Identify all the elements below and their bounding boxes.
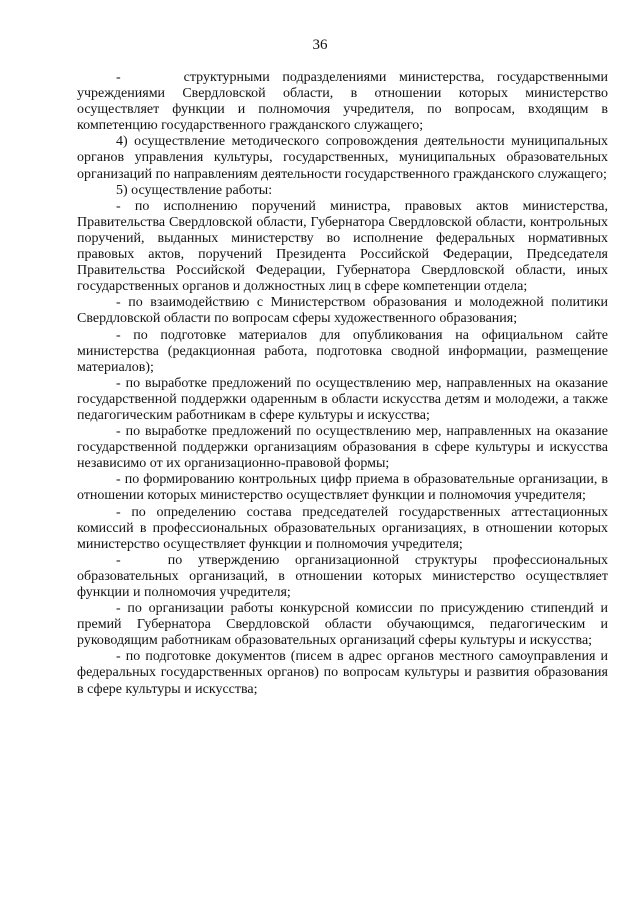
paragraph-admission-targets: - по формированию контрольных цифр приема в образовательные организации, в отношении которых министерство осуществляет функции и полномочия учредителя; xyxy=(77,472,608,504)
paragraph-subordinate-units: - структурными подразделениями министерства, государственными учреждениями Свердловской области, в отношении которых министерство осуществляет функции и полномочия учредителя, по вопросам, входящим в компетенцию государственного гражданского служащего; xyxy=(77,70,608,134)
paragraph-item-4-methodical-support: 4) осуществление методического сопровождения деятельности муниципальных органов управления культуры, государственных, муниципальных образовательных организаций по направлениям деятельности государственного гражданского служащего; xyxy=(77,134,608,182)
document-body xyxy=(77,70,608,698)
paragraph-document-preparation: - по подготовке документов (писем в адрес органов местного самоуправления и федеральных государственных органов) по вопросам культуры и развития образования в сфере культуры и искусства; xyxy=(77,649,608,697)
paragraph-support-education-organizations: - по выработке предложений по осуществлению мер, направленных на оказание государственной поддержки организациям образования в сфере культуры и искусства независимо от их организационно-правовой формы; xyxy=(77,424,608,472)
paragraph-organizational-structure: - по утверждению организационной структуры профессиональных образовательных организаций, в отношении которых министерство осуществляет функции и полномочия учредителя; xyxy=(77,552,608,600)
paragraph-scholarship-commission: - по организации работы конкурсной комиссии по присуждению стипендий и премий Губернатора Свердловской области обучающимся, педагогическим и руководящим работникам образовательных организаций сферы культуры и искусства; xyxy=(77,601,608,649)
page-number: 36 xyxy=(312,37,328,53)
paragraph-interaction-ministry-education: - по взаимодействию с Министерством образования и молодежной политики Свердловской области по вопросам сферы художественного образования; xyxy=(77,295,608,327)
paragraph-item-5-heading: 5) осуществление работы: xyxy=(116,182,273,198)
paragraph-attestation-commissions: - по определению состава председателей государственных аттестационных комиссий в профессиональных образовательных организациях, в отношении которых министерство осуществляет функции и полномочия учредителя; xyxy=(77,504,608,552)
paragraph-website-materials: - по подготовке материалов для опубликования на официальном сайте министерства (редакционная работа, подготовка сводной информации, размещение материалов); xyxy=(77,327,608,375)
paragraph-support-gifted-youth: - по выработке предложений по осуществлению мер, направленных на оказание государственной поддержки одаренным в области искусства детям и молодежи, а также педагогическим работникам в сфере культуры и искусства; xyxy=(77,375,608,423)
paragraph-execution-of-orders: - по исполнению поручений министра, правовых актов министерства, Правительства Свердловской области, Губернатора Свердловской области, контрольных поручений, выданных министерству во исполнение федеральных нормативных правовых актов, поручений Президента Российской Федерации, Председателя Правительства Российской Федерации, Губернатора Свердловской области, иных государственных органов и должностных лиц в сфере компетенции отдела; xyxy=(77,198,608,295)
